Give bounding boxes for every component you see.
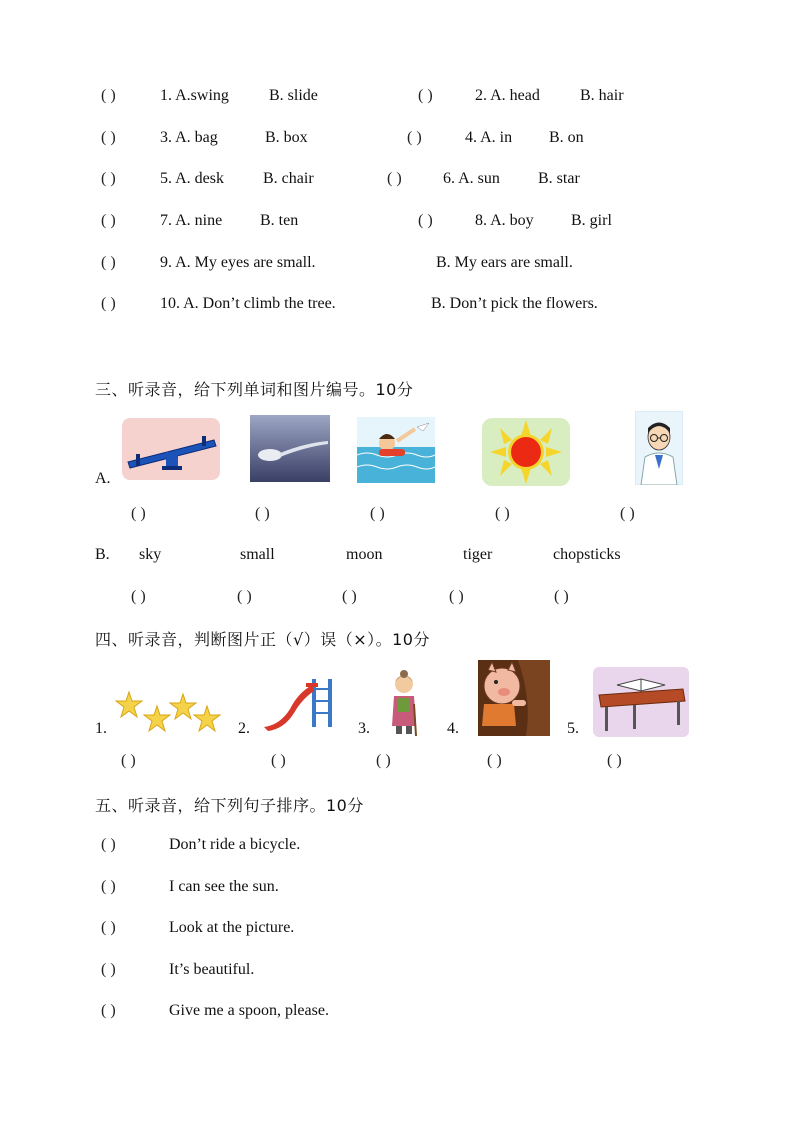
judge-blank[interactable]: ( ) bbox=[376, 752, 391, 769]
item-2-option-a: 2. A. head bbox=[475, 87, 540, 104]
row-a-label: A. bbox=[95, 470, 111, 487]
item-number: 3. bbox=[358, 720, 370, 737]
item-number: 2. bbox=[238, 720, 250, 737]
pig-climbing-tree-picture bbox=[478, 660, 550, 736]
word-number-blank[interactable]: ( ) bbox=[342, 588, 357, 605]
order-blank[interactable]: ( ) bbox=[101, 878, 116, 895]
picture-number-blank[interactable]: ( ) bbox=[131, 505, 146, 522]
judge-blank[interactable]: ( ) bbox=[121, 752, 136, 769]
judge-blank[interactable]: ( ) bbox=[607, 752, 622, 769]
answer-blank[interactable]: ( ) bbox=[418, 87, 433, 104]
section3-title: 三、听录音，给下列单词和图片编号。10分 bbox=[95, 380, 414, 399]
order-blank[interactable]: ( ) bbox=[101, 919, 116, 936]
item-9-option-b: B. My ears are small. bbox=[436, 254, 573, 271]
word-sky: sky bbox=[139, 546, 162, 563]
word-number-blank[interactable]: ( ) bbox=[554, 588, 569, 605]
answer-blank[interactable]: ( ) bbox=[418, 212, 433, 229]
item-1-option-a: 1. A.swing bbox=[160, 87, 229, 104]
item-8-option-b: B. girl bbox=[571, 212, 612, 229]
item-5-option-a: 5. A. desk bbox=[160, 170, 224, 187]
sentence: It’s beautiful. bbox=[169, 961, 255, 978]
sentence: Don’t ride a bicycle. bbox=[169, 836, 301, 853]
item-3-option-a: 3. A. bag bbox=[160, 129, 218, 146]
item-6-option-a: 6. A. sun bbox=[443, 170, 500, 187]
seesaw-picture bbox=[122, 418, 220, 480]
section5-title: 五、听录音，给下列句子排序。10分 bbox=[95, 796, 364, 815]
item-number: 1. bbox=[95, 720, 107, 737]
word-chopsticks: chopsticks bbox=[553, 546, 621, 563]
item-number: 4. bbox=[447, 720, 459, 737]
desk-with-book-picture bbox=[593, 667, 689, 737]
item-7-option-a: 7. A. nine bbox=[160, 212, 223, 229]
answer-blank[interactable]: ( ) bbox=[101, 87, 116, 104]
word-small: small bbox=[240, 546, 275, 563]
judge-blank[interactable]: ( ) bbox=[271, 752, 286, 769]
item-7-option-b: B. ten bbox=[260, 212, 299, 229]
order-blank[interactable]: ( ) bbox=[101, 836, 116, 853]
spoon-picture bbox=[250, 415, 330, 482]
item-10-option-b: B. Don’t pick the flowers. bbox=[431, 295, 598, 312]
sentence: Look at the picture. bbox=[169, 919, 295, 936]
word-number-blank[interactable]: ( ) bbox=[449, 588, 464, 605]
order-blank[interactable]: ( ) bbox=[101, 1002, 116, 1019]
answer-blank[interactable]: ( ) bbox=[101, 254, 116, 271]
answer-blank[interactable]: ( ) bbox=[101, 129, 116, 146]
section4-title: 四、听录音，判断图片正（√）误（×）。10分 bbox=[95, 630, 430, 649]
picture-number-blank[interactable]: ( ) bbox=[255, 505, 270, 522]
item-6-option-b: B. star bbox=[538, 170, 580, 187]
answer-blank[interactable]: ( ) bbox=[101, 170, 116, 187]
word-number-blank[interactable]: ( ) bbox=[237, 588, 252, 605]
grandma-picture bbox=[388, 670, 420, 738]
swimming-girl-picture bbox=[357, 417, 435, 483]
item-1-option-b: B. slide bbox=[269, 87, 318, 104]
row-b-label: B. bbox=[95, 546, 110, 563]
word-tiger: tiger bbox=[463, 546, 493, 563]
picture-number-blank[interactable]: ( ) bbox=[620, 505, 635, 522]
item-5-option-b: B. chair bbox=[263, 170, 314, 187]
sun-picture bbox=[482, 418, 570, 486]
sentence: I can see the sun. bbox=[169, 878, 279, 895]
answer-blank[interactable]: ( ) bbox=[101, 212, 116, 229]
answer-blank[interactable]: ( ) bbox=[407, 129, 422, 146]
word-moon: moon bbox=[346, 546, 383, 563]
slide-picture bbox=[262, 675, 336, 731]
item-3-option-b: B. box bbox=[265, 129, 308, 146]
item-9-option-a: 9. A. My eyes are small. bbox=[160, 254, 316, 271]
item-4-option-a: 4. A. in bbox=[465, 129, 513, 146]
item-10-option-a: 10. A. Don’t climb the tree. bbox=[160, 295, 336, 312]
picture-number-blank[interactable]: ( ) bbox=[370, 505, 385, 522]
stars-picture bbox=[115, 690, 221, 738]
judge-blank[interactable]: ( ) bbox=[487, 752, 502, 769]
answer-blank[interactable]: ( ) bbox=[387, 170, 402, 187]
item-4-option-b: B. on bbox=[549, 129, 584, 146]
order-blank[interactable]: ( ) bbox=[101, 961, 116, 978]
item-number: 5. bbox=[567, 720, 579, 737]
item-2-option-b: B. hair bbox=[580, 87, 624, 104]
word-number-blank[interactable]: ( ) bbox=[131, 588, 146, 605]
item-8-option-a: 8. A. boy bbox=[475, 212, 534, 229]
answer-blank[interactable]: ( ) bbox=[101, 295, 116, 312]
picture-number-blank[interactable]: ( ) bbox=[495, 505, 510, 522]
sentence: Give me a spoon, please. bbox=[169, 1002, 329, 1019]
doctor-picture bbox=[635, 411, 683, 485]
